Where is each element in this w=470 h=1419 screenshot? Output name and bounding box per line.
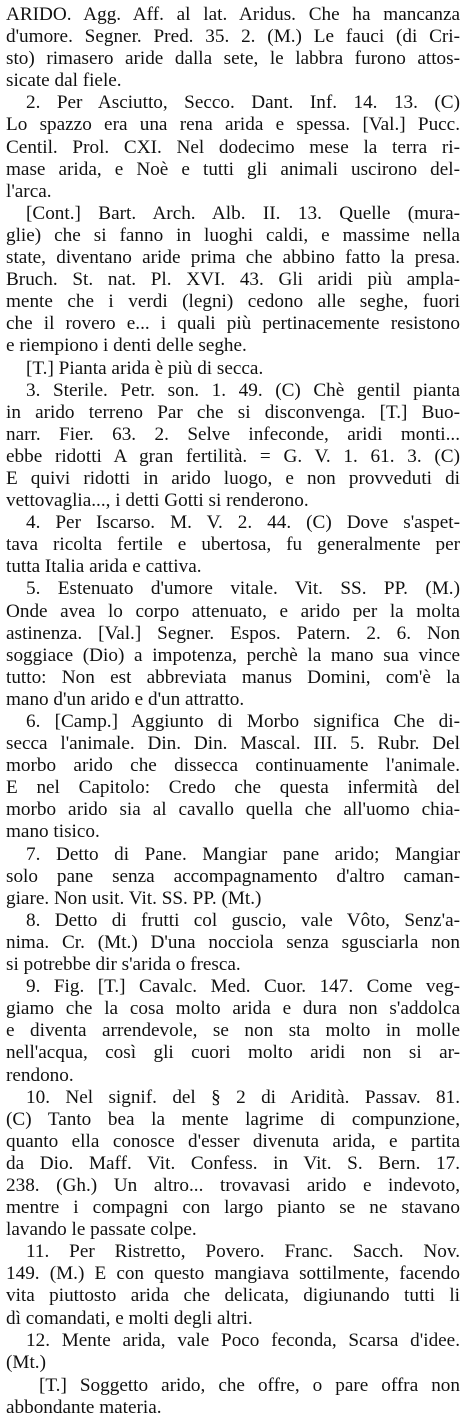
text-line: da Dio. Maff. Vit. Confess. in Vit. S. Bern. 17. — [6, 1152, 460, 1174]
sense-4-line: 4. Per Iscarso. M. V. 2. 44. (C) Dove s'aspet- — [26, 512, 460, 534]
text-line: che il rovero e... i quali più pertinacemente resistono — [6, 313, 460, 335]
text-line: giare. Non usit. Vit. SS. PP. (Mt.) — [6, 887, 262, 909]
text-line: [T.] Pianta arida è più di secca. — [26, 357, 264, 379]
text-line: mano d'un arido e d'un attratto. — [6, 688, 245, 710]
text-line: secca l'animale. Din. Din. Mascal. III. 5. Rubr. Del — [6, 733, 460, 755]
text-line: Centil. Prol. CXI. Nel dodecimo mese la terra ri- — [6, 136, 460, 158]
text-line: sto) rimasero aride dalla sete, le labbra furono attos- — [6, 48, 460, 70]
text-line: Onde avea lo corpo attenuato, e arido per la molta — [6, 600, 460, 622]
text-line: (C) Tanto bea la mente lagrime di compunzione, — [6, 1108, 460, 1130]
text-line: tutta Italia arida e cattiva. — [6, 556, 202, 578]
text-line: morbo arido sia al cavallo quella che all'uomo chia- — [6, 799, 460, 821]
text-line: mano tisico. — [6, 821, 100, 843]
sense-6-line: 6. [Camp.] Aggiunto di Morbo significa Che di- — [26, 711, 460, 732]
text-line: sicate dal fiele. — [6, 70, 122, 92]
text-line: e riempiono i denti delle seghe. — [6, 335, 247, 357]
text-line: abbondante materia. — [6, 1396, 162, 1418]
text-line: E quivi ridotti in arido luogo, e non provveduti di — [6, 467, 460, 489]
text-line: ebbe ridotti A gran fertilità. = G. V. 1. 61. 3. (C) — [6, 445, 460, 467]
text-line: giamo che la cosa molto arida e dura non s'addolca — [6, 998, 460, 1020]
text-line: [T.] Soggetto arido, che offre, o pare offra non — [39, 1374, 460, 1396]
text-line: l'arca. — [6, 180, 52, 202]
sense-2-line: 2. Per Asciutto, Secco. Dant. Inf. 14. 13. (C) — [26, 92, 460, 114]
text-line: nell'acqua, così gli cuori molto aridi non si ar- — [6, 1042, 460, 1064]
sense-7-line: 7. Detto di Pane. Mangiar pane arido; Mangiar — [26, 843, 460, 865]
text-line: in arido terreno Par che si disconvenga. [T.] Buo- — [6, 401, 460, 423]
sense-10-line: 10. Nel signif. del § 2 di Aridità. Passav. 81. — [26, 1086, 460, 1108]
text-line: soggiace (Dio) a impotenza, perchè la mano sua vince — [6, 644, 460, 666]
text-line: d'umore. Segner. Pred. 35. 2. (M.) Le fauci (di Cri- — [6, 26, 460, 48]
text-line: mase arida, e Noè e tutti gli animali uscirono del- — [6, 158, 460, 180]
sense-3-line: 3. Sterile. Petr. son. 1. 49. (C) Chè gentil pianta — [26, 379, 460, 401]
sense-8-line: 8. Detto di frutti col guscio, vale Vôto, Senz'a- — [26, 909, 460, 931]
text-line: dì comandati, e molti degli altri. — [6, 1307, 253, 1329]
text-line: tutto: Non est abbreviata manus Domini, com'è la — [6, 666, 460, 688]
text-line: morbo arido che dissecca continuamente l'animale. — [6, 755, 460, 777]
text-line: Bruch. St. nat. Pl. XVI. 43. Gli aridi più ampla- — [6, 269, 460, 291]
text-line: Lo spazzo era una rena arida e spessa. [Val.] Pucc. — [6, 114, 460, 136]
text-line: solo pane senza accompagnamento d'altro caman- — [6, 865, 460, 887]
sense-9-line: 9. Fig. [T.] Cavalc. Med. Cuor. 147. Come veg- — [26, 976, 460, 998]
text-line: lavando le passate colpe. — [6, 1219, 197, 1241]
text-line: 238. (Gh.) Un altro... trovavasi arido e indevoto, — [6, 1174, 460, 1196]
text-line: quanto ella conosce d'esser divenuta arida, e partita — [6, 1130, 460, 1152]
text-line: mentre i compagni con largo pianto se ne stavano — [6, 1197, 460, 1219]
text-line: nima. Cr. (Mt.) D'una nocciola senza sgusciarla non — [6, 931, 460, 953]
text-line: [Cont.] Bart. Arch. Alb. II. 13. Quelle (mura- — [26, 202, 460, 224]
text-line: vita piuttosto arida che delicata, digiunando tutti li — [6, 1285, 460, 1307]
sense-5-line: 5. Estenuato d'umore vitale. Vit. SS. PP. (M.) — [26, 578, 460, 600]
text-line: glie) che si fanno in luoghi caldi, e massime nella — [6, 224, 460, 246]
text-line: e diventa arrendevole, se non sta molto in molle — [6, 1020, 460, 1042]
text-line: 149. (M.) E con questo mangiava sottilmente, facendo — [6, 1263, 460, 1285]
text-line: (Mt.) — [6, 1351, 46, 1373]
text-line: mente che i verdi (legni) cedono alle seghe, fuori — [6, 291, 460, 313]
text-line: state, diventano aride prima che abbino fatto la presa. — [6, 247, 460, 269]
sense-12-line: 12. Mente arida, vale Poco feconda, Scarsa d'idee. — [26, 1329, 460, 1351]
text-line: rendono. — [6, 1064, 74, 1086]
sense-11-line: 11. Per Ristretto, Povero. Franc. Sacch. Nov. — [26, 1241, 460, 1263]
entry-headword-line: ARIDO. Agg. Aff. al lat. Aridus. Che ha mancanza — [6, 4, 460, 25]
text-line: tava ricolta fertile e ubertosa, fu generalmente per — [6, 534, 460, 556]
text-line: vettovaglia..., i detti Gotti si renderono. — [6, 490, 309, 512]
text-line: E nel Capitolo: Credo che questa infermità del — [6, 777, 460, 799]
text-line: si potrebbe dir s'arida o fresca. — [6, 954, 241, 976]
text-line: narr. Fier. 63. 2. Selve infeconde, aridi monti... — [6, 423, 460, 445]
text-line: astinenza. [Val.] Segner. Espos. Patern. 2. 6. Non — [6, 622, 460, 644]
